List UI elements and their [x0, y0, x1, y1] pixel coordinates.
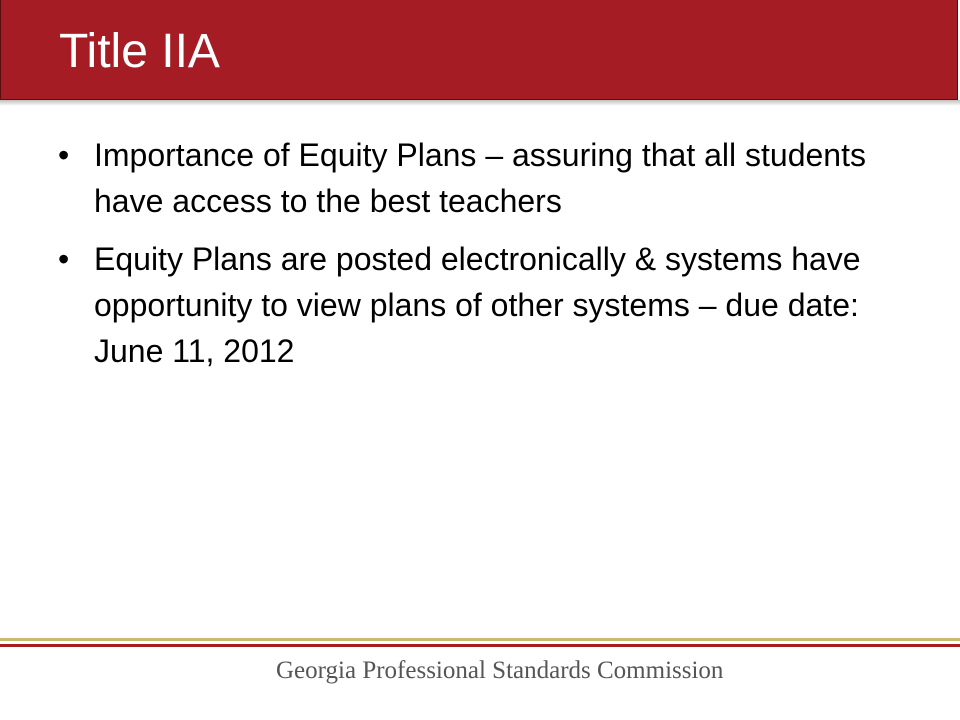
bullet-list — [58, 132, 918, 386]
bullet-text: Equity Plans are posted electronically & systems have opportunity to view plans of other systems – due date: June 11, 2012 — [94, 241, 861, 369]
title-bar-shadow — [0, 100, 960, 106]
bullet-icon: • — [58, 137, 70, 173]
slide-title: Title IIA — [59, 25, 220, 78]
footer-organization-name: Georgia Professional Standards Commission — [276, 657, 724, 684]
bullet-item-equity-posted — [58, 236, 918, 374]
footer-divider-gold — [0, 638, 960, 641]
title-bar — [0, 0, 958, 100]
bullet-text: Importance of Equity Plans – assuring that all students have access to the best teachers — [94, 137, 866, 219]
footer-divider-red — [0, 644, 960, 647]
bullet-item-equity-importance — [58, 132, 918, 224]
bullet-icon: • — [58, 241, 70, 277]
